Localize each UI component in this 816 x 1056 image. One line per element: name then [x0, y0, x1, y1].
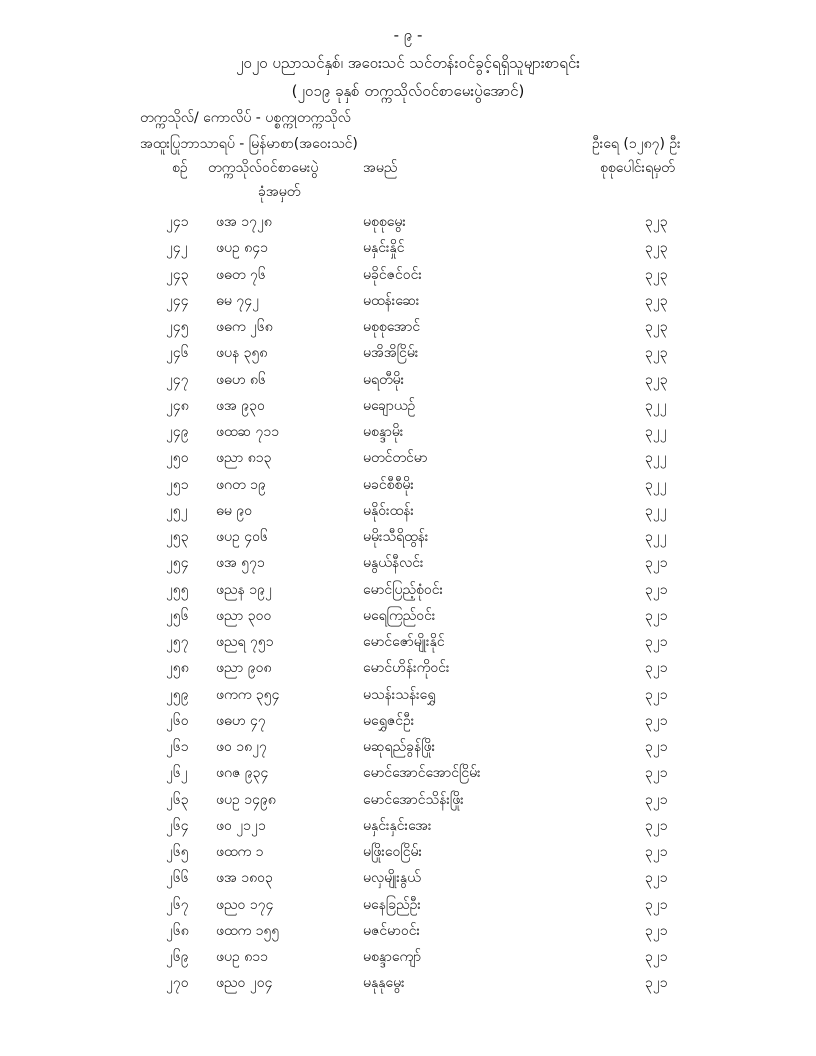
roll-number: ဓမ ၉၀ [216, 502, 253, 519]
row-number: ၂၅၉ [166, 686, 189, 703]
row-number: ၂၅၄ [166, 555, 189, 572]
total-mark: ၃၂၁ [645, 896, 668, 913]
row-number: ၂၆၇ [166, 896, 189, 913]
total-mark: ၃၂၂ [645, 450, 667, 467]
student-name: မနွယ်နီလင်း [363, 555, 424, 572]
total-mark: ၃၂၁ [645, 844, 668, 860]
row-number: ၂၄၆ [166, 345, 189, 362]
student-name: မမိုးသီရိထွန်း [363, 529, 429, 545]
student-name: မဖြိုးဝေငြိမ်း [363, 844, 423, 860]
table-row [0, 790, 816, 816]
total-mark: ၃၂၂ [645, 476, 667, 493]
total-mark: ၃၂၃ [645, 345, 668, 362]
roll-number: ဖကက ၃၅၄ [216, 686, 280, 703]
table-row [0, 580, 816, 606]
table-row [0, 343, 816, 369]
table-row [0, 527, 816, 553]
row-number: ၂၅၃ [166, 529, 189, 545]
row-number: ၂၆၉ [166, 949, 189, 965]
table-row [0, 238, 816, 264]
row-number: ၂၄၇ [166, 371, 189, 388]
roll-number: ဖဂဇ ၉၃၄ [216, 765, 269, 782]
row-number: ၂၄၅ [166, 319, 189, 335]
row-number: ၂၄၄ [166, 292, 189, 309]
roll-number: ဖအ ၁၈၀၃ [216, 870, 273, 887]
roll-number: ဖအ ၅၇၁ [216, 555, 265, 572]
table-row [0, 370, 816, 396]
student-name: မောင်အောင်အောင်ငြိမ်း [363, 765, 481, 782]
table-row [0, 396, 816, 422]
roll-number: ဖဓဟ ၈၆ [216, 371, 266, 388]
student-name: မသန်းသန်းရွှေ [363, 686, 436, 703]
roll-number: ဖဝ ၂၁၂၁ [216, 817, 266, 834]
total-mark: ၃၂၁ [645, 817, 668, 834]
student-name: မစုစုအောင် [363, 319, 421, 335]
student-name: မနေခြည်ဦး [363, 896, 421, 913]
total-mark: ၃၂၁ [645, 660, 668, 677]
student-name: မခိုင်ဇင်ဝင်း [363, 266, 422, 283]
student-name: မတင်တင်မာ [363, 450, 428, 467]
student-name: မရေကြည်ဝင်း [363, 607, 436, 624]
roll-number: ဖညဝ ၂၀၄ [216, 975, 273, 992]
table-row [0, 448, 816, 474]
table-row [0, 291, 816, 317]
total-mark: ၃၂၂ [645, 502, 667, 519]
table-row [0, 763, 816, 789]
roll-number: ဖပဥ ၈၄၁ [216, 240, 268, 257]
column-header-roll: တက္ကသိုလ်ဝင်စာမေးပွဲ [208, 160, 319, 176]
total-mark: ၃၂၃ [645, 240, 668, 257]
row-number: ၂၅၈ [166, 660, 189, 677]
row-number: ၂၆၄ [166, 817, 189, 834]
total-mark: ၃၂၁ [645, 712, 668, 729]
student-list [0, 212, 816, 1000]
student-name: မဇင်မာဝင်း [363, 922, 421, 939]
total-mark: ၃၂၁ [645, 922, 668, 939]
roll-number: ဖဓတ ၇၆ [216, 266, 266, 283]
student-name: မောင်အောင်သိန်းဖြိုး [363, 791, 464, 808]
roll-number: ဖညာ ၉၀၈ [216, 660, 272, 677]
roll-number: ဖညဝ ၁၇၄ [216, 896, 274, 913]
student-name: မနုနုမွေး [363, 975, 405, 992]
total-mark: ၃၂၃ [645, 319, 668, 335]
roll-number: ဖထက ၁၅၅ [216, 922, 280, 939]
row-number: ၂၆၁ [166, 739, 189, 755]
roll-number: ဖပဥ ၄၀၆ [216, 529, 268, 545]
total-mark: ၃၂၁ [645, 949, 668, 965]
total-mark: ၃၂၁ [645, 555, 668, 572]
row-number: ၂၅၅ [166, 581, 189, 598]
student-name: မထန်းဆေး [363, 292, 420, 309]
table-row [0, 658, 816, 684]
student-name: မနိုဝ်းထန်း [363, 502, 414, 519]
student-name: မချောယဉ် [363, 397, 416, 414]
student-name: မစုစုမွေး [363, 214, 406, 230]
student-name: မနှင်းနှိုင် [363, 240, 405, 257]
row-number: ၂၄၂ [166, 240, 188, 257]
table-row [0, 816, 816, 842]
total-mark: ၃၂၁ [645, 870, 668, 887]
row-number: ၂၄၃ [166, 266, 189, 283]
document-title: ၂၀၂၀ ပညာသင်နှစ်၊ အဝေးသင် သင်တန်းဝင်ခွင့်ရရှိသူများစာရင်း [236, 54, 580, 72]
roll-number: ဖညာ ၃၀၀ [216, 607, 272, 624]
table-row [0, 606, 816, 632]
row-number: ၂၆၆ [166, 870, 189, 887]
table-row [0, 685, 816, 711]
table-row [0, 632, 816, 658]
row-number: ၂၆၃ [166, 791, 189, 808]
document-subtitle: (၂၀၁၉ ခုနှစ် တက္ကသိုလ်ဝင်စာမေးပွဲအောင်) [291, 82, 525, 100]
student-name: မောင်ပြည့်စုံဝင်း [363, 581, 444, 598]
table-row [0, 212, 816, 238]
row-number: ၂၅၀ [166, 450, 189, 467]
student-name: မရတီမိုး [363, 371, 405, 388]
total-mark: ၃၂၁ [645, 765, 668, 782]
roll-number: ဖအ ၉၃၀ [216, 397, 265, 414]
roll-number: ဖထက ၁ [216, 844, 264, 860]
roll-number: ဖဓဟ ၄၇ [216, 712, 266, 729]
university-label: တက္ကသိုလ်/ ကောလိပ် - ပစ္စက္ကုတက္ကသိုလ် [140, 110, 351, 126]
table-row [0, 895, 816, 921]
roll-number: ဖအ ၁၇၂၈ [216, 214, 272, 230]
total-count: ဦးရေ (၁၂၈၇) ဦး [592, 136, 681, 152]
roll-number: ဖဂတ ၁၉ [216, 476, 266, 493]
student-name: မလှမျိုးနွယ် [363, 870, 421, 887]
major-label: အထူးပြုဘာသာရပ် - မြန်မာစာ(အဝေးသင်) [140, 136, 358, 152]
roll-number: ဓမ ၇၄၂ [216, 292, 259, 309]
student-name: မောင်ဟိန်းကိုဝင်း [363, 660, 450, 677]
table-row [0, 737, 816, 763]
table-row [0, 921, 816, 947]
total-mark: ၃၂၃ [645, 292, 668, 309]
roll-number: ဖပန ၃၅၈ [216, 345, 268, 362]
row-number: ၂၅၁ [166, 476, 189, 493]
total-mark: ၃၂၁ [645, 607, 668, 624]
row-number: ၂၆၅ [166, 844, 189, 860]
total-mark: ၃၂၃ [645, 214, 668, 230]
total-mark: ၃၂၁ [645, 634, 668, 650]
table-row [0, 501, 816, 527]
table-row [0, 553, 816, 579]
roll-number: ဖပဥ ၈၁၁ [216, 949, 268, 965]
column-header-roll-line2: ခုံအမှတ် [258, 184, 301, 200]
student-name: မခင်စီစီမိုး [363, 476, 414, 493]
table-row [0, 422, 816, 448]
row-number: ၂၆၀ [166, 712, 189, 729]
total-mark: ၃၂၃ [645, 266, 668, 283]
roll-number: ဖပဥ ၁၄၉၈ [216, 791, 276, 808]
row-number: ၂၆၂ [166, 765, 188, 782]
column-header-mark: စုစုပေါင်းရမှတ် [600, 160, 675, 176]
student-name: မနှင်းနှင်းအေး [363, 817, 432, 834]
row-number: ၂၅၆ [166, 607, 189, 624]
row-number: ၂၄၈ [166, 397, 189, 414]
student-name: မရွှေဇင်ဦး [363, 712, 415, 729]
roll-number: ဖညန ၁၉၂ [216, 581, 272, 598]
roll-number: ဖညာ ၈၁၃ [216, 450, 272, 467]
table-row [0, 475, 816, 501]
total-mark: ၃၂၂ [645, 529, 667, 545]
column-header-name: အမည် [363, 160, 398, 176]
roll-number: ဖညရ ၇၅၁ [216, 634, 274, 650]
table-row [0, 842, 816, 868]
row-number: ၂၄၉ [166, 424, 189, 440]
student-name: မောင်ဇော်မျိုးနိုင် [363, 634, 445, 650]
row-number: ၂၇၀ [166, 975, 189, 992]
total-mark: ၃၂၁ [645, 975, 668, 992]
table-row [0, 868, 816, 894]
table-row [0, 317, 816, 343]
row-number: ၂၅၂ [166, 502, 188, 519]
total-mark: ၃၂၂ [645, 424, 667, 440]
table-row [0, 265, 816, 291]
table-row [0, 711, 816, 737]
total-mark: ၃၂၁ [645, 791, 668, 808]
roll-number: ဖဓက ၂၆၈ [216, 319, 273, 335]
total-mark: ၃၂၂ [645, 397, 667, 414]
roll-number: ဖထဆ ၇၁၁ [216, 424, 280, 440]
total-mark: ၃၂၁ [645, 581, 668, 598]
student-name: မအိအိငြိမ်း [363, 345, 419, 362]
roll-number: ဖဝ ၁၈၂၇ [216, 739, 267, 755]
row-number: ၂၄၁ [166, 214, 189, 230]
total-mark: ၃၂၁ [645, 739, 668, 755]
total-mark: ၃၂၃ [645, 371, 668, 388]
column-header-no: စဉ် [172, 160, 188, 176]
table-row [0, 947, 816, 973]
student-name: မစန္ဒာမိုး [363, 424, 404, 440]
page-number: - ၉ - [393, 26, 423, 44]
student-name: မဆုရည်ခွန်ဖြိုး [363, 739, 436, 755]
total-mark: ၃၂၁ [645, 686, 668, 703]
row-number: ၂၆၈ [166, 922, 189, 939]
student-name: မစန္ဒာကျော် [363, 949, 422, 965]
row-number: ၂၅၇ [166, 634, 189, 650]
table-row [0, 973, 816, 999]
